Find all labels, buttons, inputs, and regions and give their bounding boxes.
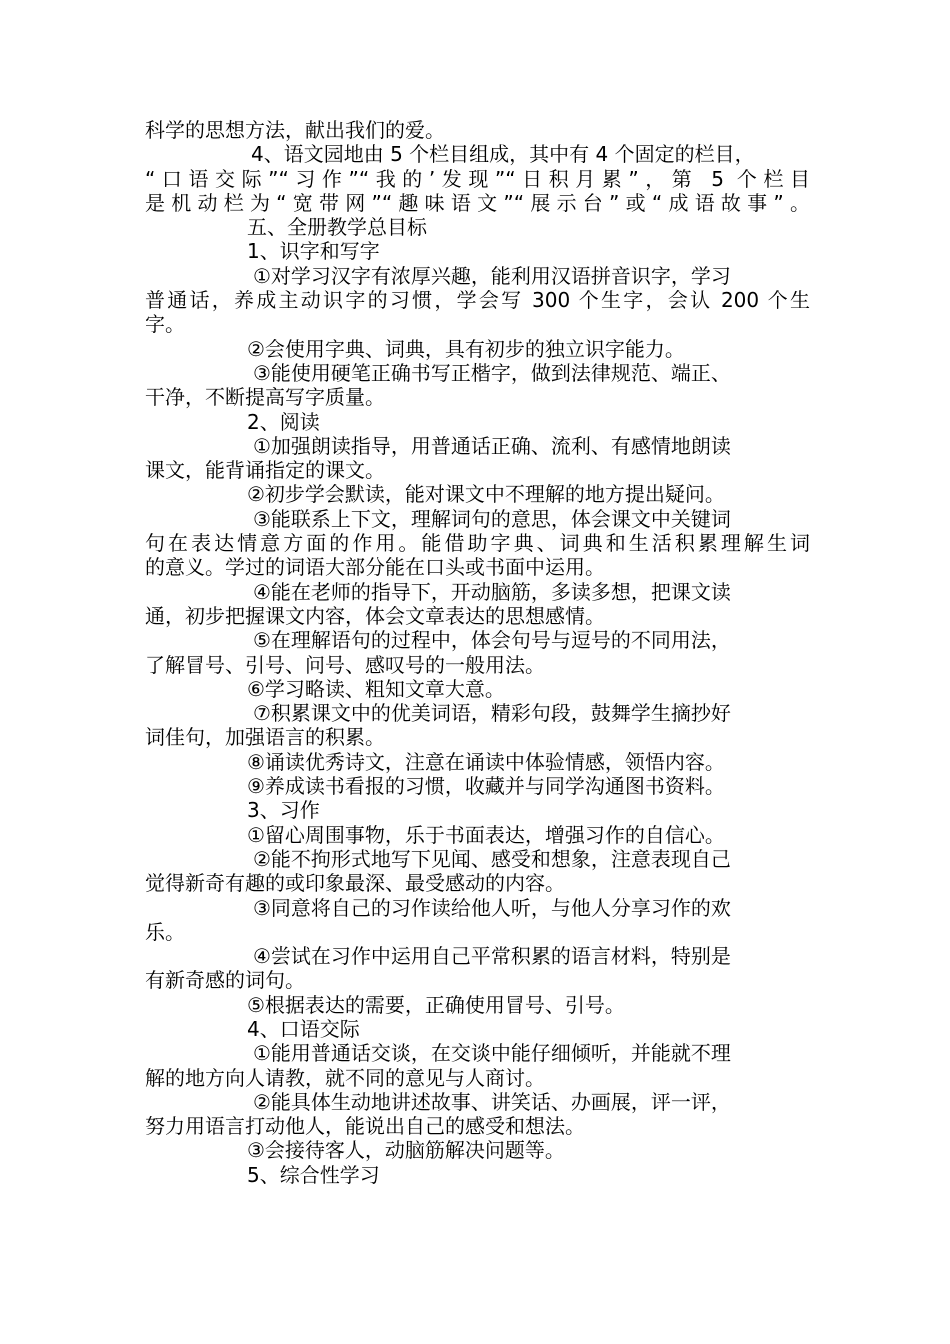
section-heading: 五、全册教学总目标	[247, 215, 427, 240]
paragraph-line: 通，初步把握课文内容，体会文章表达的思想感情。	[145, 603, 605, 628]
paragraph-line: ①能用普通话交谈，在交谈中能仔细倾听，并能就不理	[253, 1041, 731, 1066]
paragraph-line: 有新奇感的词句。	[145, 968, 305, 993]
paragraph-line: ⑧诵读优秀诗文，注意在诵读中体验情感，领悟内容。	[247, 749, 725, 774]
paragraph-line: ③会接待客人，动脑筋解决问题等。	[247, 1138, 565, 1163]
paragraph-line: 了解冒号、引号、问号、感叹号的一般用法。	[145, 652, 545, 677]
paragraph-line: ②会使用字典、词典，具有初步的独立识字能力。	[247, 336, 685, 361]
paragraph-line: 课文，能背诵指定的课文。	[145, 458, 385, 483]
paragraph-line: 科学的思想方法，献出我们的爱。	[145, 118, 445, 142]
subsection-heading: 4、口语交际	[247, 1016, 360, 1041]
paragraph-line: ③能联系上下文，理解词句的意思，体会课文中关键词	[253, 506, 731, 531]
paragraph-line: ④能在老师的指导下，开动脑筋，多读多想，把课文读	[253, 579, 731, 604]
subsection-heading: 5、综合性学习	[247, 1162, 380, 1187]
paragraph-line: ②初步学会默读，能对课文中不理解的地方提出疑问。	[247, 482, 725, 507]
paragraph-line: 4、语文园地由 5 个栏目组成，其中有 4 个固定的栏目，	[251, 142, 755, 167]
paragraph-line: ⑨养成读书看报的习惯，收藏并与同学沟通图书资料。	[247, 774, 725, 799]
paragraph-line: ③能使用硬笔正确书写正楷字，做到法律规范、端正、	[253, 360, 731, 385]
paragraph-line: 的意义。学过的词语大部分能在口头或书面中运用。	[145, 555, 605, 580]
paragraph-line: ①对学习汉字有浓厚兴趣，能利用汉语拼音识字，学习	[253, 263, 731, 288]
paragraph-line: 字。	[145, 312, 185, 337]
paragraph-line: ②能不拘形式地写下见闻、感受和想象，注意表现自己	[253, 846, 731, 871]
paragraph-line: 觉得新奇有趣的或印象最深、最受感动的内容。	[145, 871, 565, 896]
subsection-heading: 3、习作	[247, 798, 320, 823]
document-body	[145, 118, 810, 1187]
paragraph-line: “口语交际”“习作”“我的’发现”“日积月累”，第 5 个栏目	[145, 166, 810, 191]
paragraph-line: ①加强朗读指导，用普通话正确、流利、有感情地朗读	[253, 433, 731, 458]
paragraph-line: ④尝试在习作中运用自己平常积累的语言材料，特别是	[253, 944, 731, 969]
paragraph-line: ⑤在理解语句的过程中，体会句号与逗号的不同用法，	[253, 628, 731, 653]
paragraph-line: 是机动栏为“宽带网”“趣味语文”“展示台”或“成语故事”。	[145, 190, 810, 215]
paragraph-line: 干净，不断提高写字质量。	[145, 385, 385, 410]
paragraph-line: ⑦积累课文中的优美词语，精彩句段，鼓舞学生摘抄好	[253, 701, 731, 726]
paragraph-line: ①留心周围事物，乐于书面表达，增强习作的自信心。	[247, 822, 725, 847]
paragraph-line: 句在表达情意方面的作用。能借助字典、词典和生活积累理解生词	[145, 531, 810, 556]
paragraph-line: 努力用语言打动他人，能说出自己的感受和想法。	[145, 1114, 585, 1139]
paragraph-line: 解的地方向人请教，就不同的意见与人商讨。	[145, 1065, 545, 1090]
paragraph-line: 词佳句，加强语言的积累。	[145, 725, 385, 750]
subsection-heading: 2、阅读	[247, 409, 320, 434]
paragraph-line: 普通话，养成主动识字的习惯，学会写 300 个生字，会认 200 个生	[145, 288, 810, 313]
paragraph-line: ②能具体生动地讲述故事、讲笑话、办画展，评一评，	[253, 1089, 731, 1114]
paragraph-line: ③同意将自己的习作读给他人听，与他人分享习作的欢	[253, 895, 731, 920]
subsection-heading: 1、识字和写字	[247, 239, 380, 264]
paragraph-line: ⑤根据表达的需要，正确使用冒号、引号。	[247, 992, 625, 1017]
paragraph-line: 乐。	[145, 919, 185, 944]
paragraph-line: ⑥学习略读、粗知文章大意。	[247, 676, 505, 701]
